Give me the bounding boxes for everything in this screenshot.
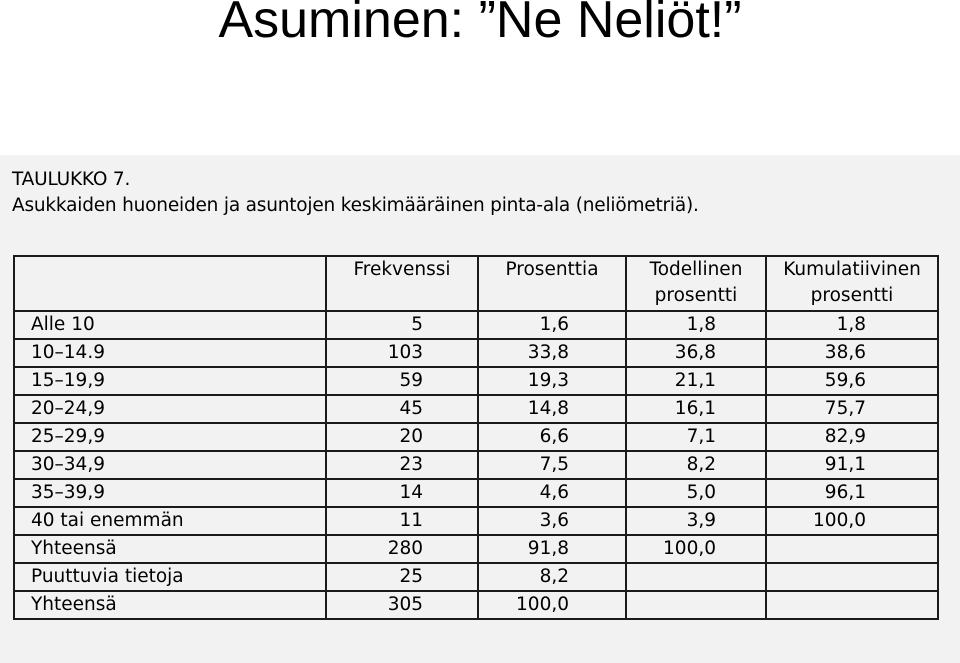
row-label: Yhteensä <box>14 535 326 563</box>
cell-percent: 3,6 <box>478 507 626 535</box>
cell-percent: 8,2 <box>478 563 626 591</box>
cell-percent: 14,8 <box>478 395 626 423</box>
table-row <box>14 507 938 535</box>
table-description: Asukkaiden huoneiden ja asuntojen keskimääräinen pinta-ala (neliömetriä). <box>12 195 699 216</box>
cell-percent: 6,6 <box>478 423 626 451</box>
cell-valid-percent: 8,2 <box>626 451 766 479</box>
table-scan-image <box>0 155 960 663</box>
cell-cumulative: 1,8 <box>766 311 938 339</box>
cell-percent: 91,8 <box>478 535 626 563</box>
table-row <box>14 367 938 395</box>
cell-percent: 100,0 <box>478 591 626 619</box>
cell-frequency: 305 <box>326 591 478 619</box>
row-label: 30–34,9 <box>14 451 326 479</box>
cell-percent: 4,6 <box>478 479 626 507</box>
cell-valid-percent: 21,1 <box>626 367 766 395</box>
cell-percent: 1,6 <box>478 311 626 339</box>
table-row <box>14 339 938 367</box>
row-label: Alle 10 <box>14 311 326 339</box>
cell-percent: 7,5 <box>478 451 626 479</box>
cell-valid-percent <box>626 563 766 591</box>
cell-percent: 33,8 <box>478 339 626 367</box>
table-caption <box>12 167 699 219</box>
header-cumulative-percent <box>766 256 938 311</box>
cell-cumulative: 91,1 <box>766 451 938 479</box>
table-row <box>14 311 938 339</box>
table-row <box>14 479 938 507</box>
table-row <box>14 591 938 619</box>
cell-cumulative: 96,1 <box>766 479 938 507</box>
row-label: 15–19,9 <box>14 367 326 395</box>
cell-cumulative: 75,7 <box>766 395 938 423</box>
cell-frequency: 11 <box>326 507 478 535</box>
row-label: Yhteensä <box>14 591 326 619</box>
cell-frequency: 5 <box>326 311 478 339</box>
cell-cumulative <box>766 563 938 591</box>
table-header-row <box>14 256 938 311</box>
cell-cumulative: 59,6 <box>766 367 938 395</box>
frequency-table <box>13 255 939 620</box>
cell-cumulative: 100,0 <box>766 507 938 535</box>
table-row <box>14 395 938 423</box>
cell-valid-percent: 100,0 <box>626 535 766 563</box>
header-cumulative-line1: Kumulatiivinen <box>783 259 921 280</box>
cell-valid-percent: 3,9 <box>626 507 766 535</box>
header-percent: Prosenttia <box>478 256 626 311</box>
cell-frequency: 280 <box>326 535 478 563</box>
row-label: 20–24,9 <box>14 395 326 423</box>
header-valid-percent-line1: Todellinen <box>649 259 743 280</box>
header-empty <box>14 256 326 311</box>
cell-cumulative: 38,6 <box>766 339 938 367</box>
cell-valid-percent: 1,8 <box>626 311 766 339</box>
cell-frequency: 23 <box>326 451 478 479</box>
cell-frequency: 25 <box>326 563 478 591</box>
header-valid-percent-line2: prosentti <box>654 285 738 306</box>
cell-cumulative <box>766 535 938 563</box>
cell-frequency: 20 <box>326 423 478 451</box>
cell-frequency: 59 <box>326 367 478 395</box>
cell-valid-percent <box>626 591 766 619</box>
cell-frequency: 103 <box>326 339 478 367</box>
row-label: 25–29,9 <box>14 423 326 451</box>
table-number: TAULUKKO 7. <box>12 169 131 190</box>
header-valid-percent <box>626 256 766 311</box>
row-label: 10–14.9 <box>14 339 326 367</box>
row-label: Puuttuvia tietoja <box>14 563 326 591</box>
cell-valid-percent: 36,8 <box>626 339 766 367</box>
cell-frequency: 14 <box>326 479 478 507</box>
cell-cumulative <box>766 591 938 619</box>
cell-frequency: 45 <box>326 395 478 423</box>
slide-title: Asuminen: ”Ne Neliöt!” <box>218 0 742 49</box>
row-label: 35–39,9 <box>14 479 326 507</box>
cell-valid-percent: 16,1 <box>626 395 766 423</box>
table-row <box>14 451 938 479</box>
table-row <box>14 563 938 591</box>
cell-cumulative: 82,9 <box>766 423 938 451</box>
table-row <box>14 535 938 563</box>
row-label: 40 tai enemmän <box>14 507 326 535</box>
cell-percent: 19,3 <box>478 367 626 395</box>
header-cumulative-line2: prosentti <box>810 285 894 306</box>
header-frequency: Frekvenssi <box>326 256 478 311</box>
table-row <box>14 423 938 451</box>
cell-valid-percent: 5,0 <box>626 479 766 507</box>
cell-valid-percent: 7,1 <box>626 423 766 451</box>
